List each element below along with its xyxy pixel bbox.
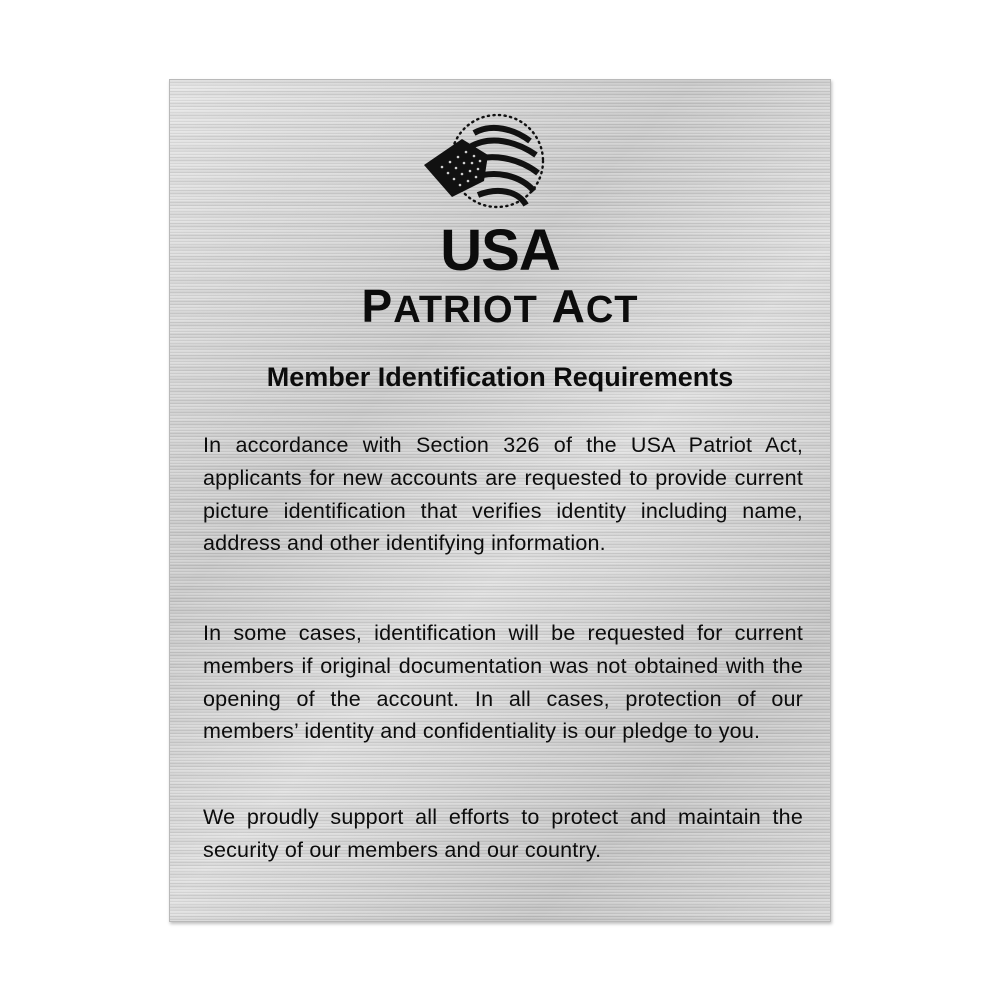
paragraph-current-members: In some cases, identification will be requested for current members if original documentation was not obtained with the opening of the account. In all cases, protection of our members’ identity and confidentiality is our pledge to you. bbox=[203, 621, 803, 744]
american-flag-globe-icon bbox=[422, 111, 552, 226]
brushed-metal-sign bbox=[169, 79, 831, 922]
title-patriot-act bbox=[170, 280, 830, 336]
title-p: P bbox=[361, 280, 394, 332]
paragraph-identification: In accordance with Section 326 of the USA Patriot Act, applicants for new accounts are requested to provide current picture identification that verifies identity including name, address and other identifying information. bbox=[203, 433, 803, 556]
title-usa: USA bbox=[440, 218, 560, 283]
title-a: A bbox=[551, 280, 586, 332]
paragraph-support: We proudly support all efforts to protect and maintain the security of our members and our country. bbox=[203, 805, 803, 862]
title-ct: CT bbox=[585, 289, 639, 331]
title-atriot: ATRIOT bbox=[393, 289, 538, 331]
section-heading: Member Identification Requirements bbox=[266, 362, 734, 392]
